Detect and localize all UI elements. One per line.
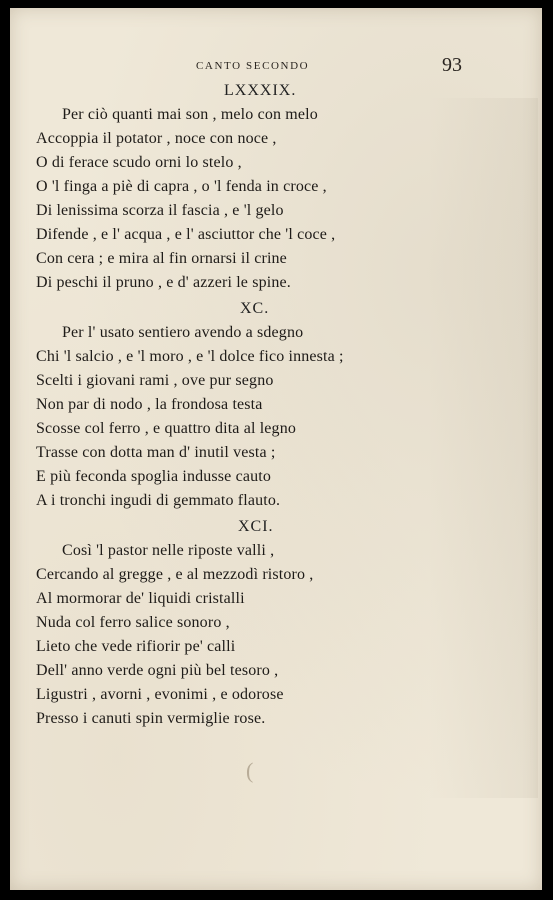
verse-line: Non par di nodo , la frondosa testa — [36, 396, 263, 413]
verse-line: Accoppia il potator , noce con noce , — [36, 130, 277, 147]
running-head: CANTO SECONDO — [196, 60, 310, 72]
verse-line: O di ferace scudo orni lo stelo , — [36, 154, 242, 171]
verse-line: Difende , e l' acqua , e l' asciuttor che 'l coce , — [36, 226, 336, 243]
verse-line: Presso i canuti spin vermiglie rose. — [36, 710, 266, 727]
verse-line: Di lenissima scorza il fascia , e 'l gelo — [36, 202, 284, 219]
verse-line: Ligustri , avorni , evonimi , e odorose — [36, 686, 284, 703]
verse-line: Trasse con dotta man d' inutil vesta ; — [36, 444, 276, 461]
verse-line: Cercando al gregge , e al mezzodì ristoro , — [36, 566, 314, 583]
book-page — [10, 8, 542, 890]
verse-line: Dell' anno verde ogni più bel tesoro , — [36, 662, 279, 679]
verse-line: Con cera ; e mira al fin ornarsi il crine — [36, 250, 287, 267]
verse-line: E più feconda spoglia indusse cauto — [36, 468, 271, 485]
verse-line: Per l' usato sentiero avendo a sdegno — [62, 324, 304, 341]
stanza-number: XCI. — [238, 518, 274, 535]
verse-line: Per ciò quanti mai son , melo con melo — [62, 106, 318, 123]
verse-line: Scosse col ferro , e quattro dita al legno — [36, 420, 296, 437]
verse-line: Scelti i giovani rami , ove pur segno — [36, 372, 274, 389]
paper-blemish: ( — [246, 758, 254, 783]
verse-line: Lieto che vede rifiorir pe' calli — [36, 638, 236, 655]
stanza-number: LXXXIX. — [224, 82, 297, 99]
stanza-number: XC. — [240, 300, 270, 317]
verse-line: Nuda col ferro salice sonoro , — [36, 614, 230, 631]
verse-line: Chi 'l salcio , e 'l moro , e 'l dolce fico innesta ; — [36, 348, 344, 365]
verse-line: O 'l finga a piè di capra , o 'l fenda in croce , — [36, 178, 327, 195]
verse-line: Di peschi il pruno , e d' azzeri le spine. — [36, 274, 291, 291]
show-through-shadow — [428, 98, 538, 798]
verse-line: Al mormorar de' liquidi cristalli — [36, 590, 245, 607]
verse-line: Così 'l pastor nelle riposte valli , — [62, 542, 275, 559]
page-number: 93 — [442, 54, 462, 76]
verse-line: A i tronchi ingudi di gemmato flauto. — [36, 492, 281, 509]
